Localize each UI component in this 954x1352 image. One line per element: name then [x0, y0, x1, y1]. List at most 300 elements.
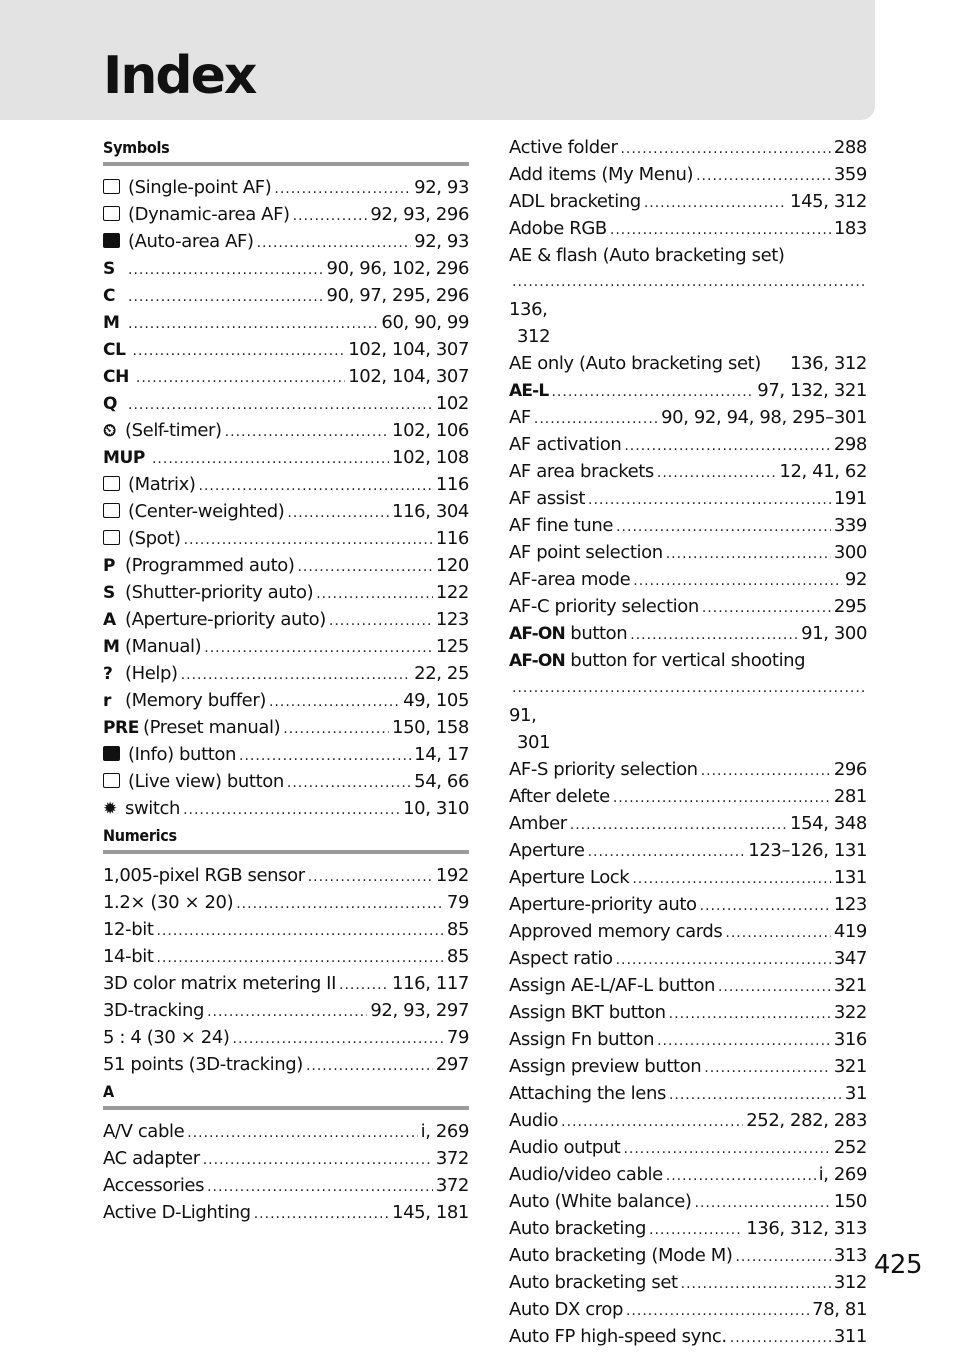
entry-pages: 339	[833, 515, 867, 536]
entry-term: (Live view) button	[103, 768, 284, 795]
dot-leader	[329, 608, 433, 635]
index-entry	[103, 741, 469, 768]
entry-term: AC adapter	[103, 1148, 200, 1169]
entry-term: AF point selection	[509, 542, 663, 563]
index-entry	[103, 552, 469, 579]
index-entry	[103, 228, 469, 255]
entry-term	[509, 377, 548, 405]
index-entry	[103, 336, 469, 363]
index-entry	[103, 174, 469, 201]
entry-pages: 359	[833, 164, 867, 185]
symbols-list	[103, 174, 469, 822]
index-entry	[509, 350, 867, 377]
dot-leader	[704, 1055, 831, 1082]
dot-leader	[657, 1028, 831, 1055]
index-entry	[103, 660, 469, 687]
page-number: 425	[873, 1250, 922, 1280]
dot-leader	[339, 972, 389, 999]
entry-term: A (Aperture-priority auto)	[103, 606, 326, 634]
index-entry	[509, 1026, 867, 1053]
index-entry	[509, 891, 867, 918]
self-timer-icon: ⏲	[103, 421, 116, 441]
dot-leader	[725, 920, 830, 947]
dynamic-area-af-icon	[103, 206, 120, 221]
index-entry	[509, 512, 867, 539]
entry-term: Aperture	[509, 840, 585, 861]
entry-term: r (Memory buffer)	[103, 687, 266, 715]
dot-leader	[257, 230, 412, 257]
index-entry	[103, 471, 469, 498]
entry-pages: 97, 132, 321	[757, 380, 867, 401]
entry-pages: 296	[833, 759, 867, 780]
dot-leader	[306, 1053, 433, 1080]
spot-metering-icon	[103, 530, 120, 545]
entry-term	[103, 309, 125, 337]
dot-leader	[633, 568, 842, 595]
dot-leader	[239, 743, 411, 770]
dot-leader	[128, 284, 324, 311]
dot-leader	[316, 581, 433, 608]
dot-leader	[657, 460, 776, 487]
entry-pages: 136,	[509, 299, 548, 320]
entry-term: 1.2× (30 × 20)	[103, 892, 234, 913]
entry-pages: 120	[435, 555, 469, 576]
entry-term: AF-ON button for vertical shooting	[509, 650, 806, 671]
index-entry	[103, 1118, 469, 1145]
entry-pages: 131	[833, 867, 867, 888]
index-entry	[103, 579, 469, 606]
dot-leader	[283, 716, 389, 743]
entry-pages: 321	[833, 975, 867, 996]
dot-leader	[730, 1325, 831, 1352]
entry-term: 5 : 4 (30 × 24)	[103, 1027, 230, 1048]
index-entry	[103, 525, 469, 552]
dot-leader	[199, 473, 433, 500]
entry-pages: 92, 93, 297	[370, 1000, 469, 1021]
entry-term	[103, 336, 130, 364]
entry-term: Assign AE-L/AF-L button	[509, 975, 715, 996]
entry-term: AF fine tune	[509, 515, 614, 536]
dot-leader	[236, 891, 444, 918]
dot-leader	[666, 541, 831, 568]
entry-term: (Spot)	[103, 525, 181, 552]
entry-term: 12-bit	[103, 919, 154, 940]
index-entry	[103, 1051, 469, 1078]
entry-pages: 313	[833, 1245, 867, 1266]
entry-pages: 85	[446, 946, 469, 967]
index-entry	[509, 837, 867, 864]
entry-pages: 102, 108	[392, 447, 469, 468]
index-header	[0, 0, 875, 120]
index-entry	[509, 864, 867, 891]
entry-term: Aperture-priority auto	[509, 894, 697, 915]
dot-leader	[644, 190, 787, 217]
entry-pages: 79	[446, 1027, 469, 1048]
entry-pages: 60, 90, 99	[381, 312, 469, 333]
matrix-metering-icon	[103, 476, 120, 491]
index-entry	[103, 1024, 469, 1051]
section-divider	[103, 162, 469, 166]
entry-pages: 90, 92, 94, 98, 295–301	[661, 407, 867, 428]
entry-term: 51 points (3D-tracking)	[103, 1054, 303, 1075]
dot-leader	[156, 918, 443, 945]
index-entry	[103, 606, 469, 633]
entry-term: Audio output	[509, 1137, 621, 1158]
entry-term-abbr: AE-L	[509, 381, 549, 401]
dot-leader	[512, 269, 864, 296]
dot-leader	[623, 1136, 830, 1163]
entry-term: Active D-Lighting	[103, 1202, 251, 1223]
mirror-up-icon: MUP	[103, 448, 145, 468]
index-entry	[509, 188, 867, 215]
index-entry	[509, 1080, 867, 1107]
index-entry	[103, 1145, 469, 1172]
entry-pages: 12, 41, 62	[779, 461, 867, 482]
entry-pages: 145, 312	[790, 191, 867, 212]
entry-pages: 91,	[509, 705, 537, 726]
ch-mode-icon: CH	[103, 367, 129, 387]
entry-term	[103, 390, 125, 418]
section-divider	[103, 850, 469, 854]
entry-term: Accessories	[103, 1175, 205, 1196]
index-entry	[509, 1161, 867, 1188]
help-icon: ?	[103, 664, 113, 684]
index-entry	[509, 404, 867, 431]
dot-leader	[207, 1174, 433, 1201]
dot-leader	[696, 163, 831, 190]
dot-leader	[156, 945, 443, 972]
entry-term: Auto bracketing set	[509, 1272, 678, 1293]
entry-pages: 150	[833, 1191, 867, 1212]
dot-leader	[735, 1244, 830, 1271]
index-entry	[103, 498, 469, 525]
index-entry	[509, 783, 867, 810]
entry-pages: 92, 93	[414, 177, 469, 198]
left-column	[103, 134, 469, 1226]
index-entry	[103, 633, 469, 660]
entry-term: M (Manual)	[103, 633, 201, 661]
entry-pages: 125	[435, 636, 469, 657]
entry-term: 14-bit	[103, 946, 154, 967]
entry-term: Auto (White balance)	[509, 1191, 692, 1212]
entry-term: Aperture Lock	[509, 867, 630, 888]
entry-pages: 347	[833, 948, 867, 969]
aperture-priority-icon: A	[103, 610, 116, 630]
index-entry	[103, 282, 469, 309]
entry-pages: 79	[446, 892, 469, 913]
entry-pages: 123–126, 131	[748, 840, 867, 861]
index-entry	[509, 810, 867, 837]
entry-term: After delete	[509, 786, 610, 807]
dot-leader	[695, 1190, 831, 1217]
index-entry	[103, 417, 469, 444]
index-entry	[103, 1199, 469, 1226]
index-entry	[509, 1296, 867, 1323]
index-entry	[509, 1215, 867, 1242]
entry-pages: 116	[435, 528, 469, 549]
entry-term: (Info) button	[103, 741, 236, 768]
entry-term: Auto bracketing (Mode M)	[509, 1245, 733, 1266]
entry-term: AF activation	[509, 434, 622, 455]
dot-leader	[233, 1026, 444, 1053]
dot-leader	[702, 595, 831, 622]
dot-leader	[632, 866, 831, 893]
index-entry	[509, 620, 867, 647]
dot-leader	[136, 365, 345, 392]
entry-pages: 150, 158	[392, 717, 469, 738]
index-entries-list	[509, 134, 867, 1350]
dot-leader	[616, 514, 831, 541]
dot-leader	[287, 770, 411, 797]
entry-pages: 191	[833, 488, 867, 509]
index-entry	[509, 1323, 867, 1350]
entry-pages: 321	[833, 1056, 867, 1077]
entry-term: Active folder	[509, 137, 618, 158]
index-entry	[103, 970, 469, 997]
dot-leader	[700, 893, 831, 920]
single-point-af-icon	[103, 179, 120, 194]
dot-leader	[287, 500, 389, 527]
right-column	[509, 134, 867, 1350]
info-button-icon	[103, 746, 120, 761]
entry-pages: i, 269	[420, 1121, 469, 1142]
entry-pages: 31	[844, 1083, 867, 1104]
entry-term: AE only (Auto bracketing set)	[509, 353, 761, 374]
dot-leader	[613, 785, 831, 812]
dot-leader	[669, 1001, 831, 1028]
entry-term: AF area brackets	[509, 461, 654, 482]
section-title-numerics: Numerics	[103, 826, 177, 845]
program-mode-icon: P	[103, 556, 116, 576]
entry-term-abbr: AF-ON	[509, 651, 565, 671]
entry-pages: 295	[833, 596, 867, 617]
entry-pages: 145, 181	[392, 1202, 469, 1223]
index-entry	[509, 458, 867, 485]
entry-pages-continued: 312	[517, 326, 551, 347]
cl-mode-icon: CL	[103, 340, 126, 360]
entry-pages: 311	[833, 1326, 867, 1347]
entry-term: ADL bracketing	[509, 191, 641, 212]
entry-pages: 122	[435, 582, 469, 603]
auto-area-af-icon	[103, 233, 120, 248]
entry-term: Adobe RGB	[509, 218, 607, 239]
index-entry	[103, 916, 469, 943]
index-entry	[103, 768, 469, 795]
entry-term: ? (Help)	[103, 660, 178, 688]
entry-pages: 372	[435, 1175, 469, 1196]
page-title: Index	[103, 46, 256, 106]
index-entry	[509, 1134, 867, 1161]
dot-leader	[269, 689, 400, 716]
dot-leader	[152, 446, 389, 473]
dot-leader	[274, 176, 411, 203]
entry-term: Audio	[509, 1110, 559, 1131]
dot-leader	[616, 947, 831, 974]
dot-leader	[666, 1163, 816, 1190]
index-entry	[509, 593, 867, 620]
entry-term: (Matrix)	[103, 471, 196, 498]
index-entry	[509, 756, 867, 783]
c-mode-icon: C	[103, 286, 116, 306]
entry-pages: 90, 97, 295, 296	[326, 285, 469, 306]
entry-pages: 78, 81	[812, 1299, 867, 1320]
dot-leader	[181, 662, 411, 689]
s-mode-icon: S	[103, 259, 115, 279]
entry-term: A/V cable	[103, 1121, 185, 1142]
entry-term: Amber	[509, 813, 567, 834]
entry-term: Add items (My Menu)	[509, 164, 694, 185]
entry-term: Approved memory cards	[509, 921, 723, 942]
dot-leader	[626, 1298, 809, 1325]
entry-term: AF-ON button	[509, 623, 628, 644]
entry-term: ⏲ (Self-timer)	[103, 417, 222, 445]
entry-term: AF-area mode	[509, 569, 631, 590]
entry-term-abbr: AF-ON	[509, 624, 565, 644]
index-entry	[103, 1172, 469, 1199]
section-divider	[103, 1106, 469, 1110]
entry-term: Aspect ratio	[509, 948, 613, 969]
dot-leader	[588, 839, 746, 866]
entry-pages: 192	[435, 865, 469, 886]
live-view-icon	[103, 773, 120, 788]
m-mode-icon: M	[103, 313, 120, 333]
entry-pages: 102, 106	[392, 420, 469, 441]
index-entry	[509, 918, 867, 945]
index-entry	[509, 647, 867, 756]
index-entry	[103, 997, 469, 1024]
entry-term: 3D-tracking	[103, 1000, 205, 1021]
entry-term: S (Shutter-priority auto)	[103, 579, 313, 607]
entry-pages: 102, 104, 307	[348, 339, 469, 360]
index-entry	[509, 431, 867, 458]
dot-leader	[183, 797, 400, 824]
dot-leader	[669, 1082, 842, 1109]
index-entry	[509, 566, 867, 593]
dot-leader	[561, 1109, 743, 1136]
index-entry	[103, 943, 469, 970]
entry-pages: 54, 66	[414, 771, 469, 792]
dot-leader	[681, 1271, 831, 1298]
entry-pages: 102	[435, 393, 469, 414]
index-entry	[509, 1269, 867, 1296]
entry-term	[103, 255, 125, 283]
dot-leader	[630, 622, 798, 649]
dot-leader	[649, 1217, 743, 1244]
dot-leader	[254, 1201, 389, 1228]
index-entry	[103, 309, 469, 336]
index-entry	[509, 377, 867, 404]
index-entry	[103, 444, 469, 471]
entry-pages: 297	[435, 1054, 469, 1075]
dot-leader	[308, 864, 433, 891]
dot-leader	[203, 1147, 433, 1174]
entry-term: 1,005-pixel RGB sensor	[103, 865, 305, 886]
entry-term: AE & flash (Auto bracketing set)	[509, 245, 785, 266]
entry-term: (Dynamic-area AF)	[103, 201, 290, 228]
dot-leader	[128, 392, 433, 419]
dot-leader	[551, 379, 754, 406]
dot-leader	[293, 203, 368, 230]
entry-pages: 116, 117	[392, 973, 469, 994]
dot-leader	[610, 217, 831, 244]
entry-pages: 136, 312, 313	[746, 1218, 867, 1239]
entry-term: ✹ switch	[103, 795, 180, 823]
dot-leader	[184, 527, 433, 554]
dot-leader	[588, 487, 831, 514]
entry-pages: 49, 105	[403, 690, 469, 711]
entry-pages: 252, 282, 283	[746, 1110, 867, 1131]
entry-term: Auto FP high-speed sync.	[509, 1326, 727, 1347]
index-entry	[509, 134, 867, 161]
entry-term: Assign BKT button	[509, 1002, 666, 1023]
index-entry	[509, 999, 867, 1026]
entry-pages: 322	[833, 1002, 867, 1023]
section-title-symbols: Symbols	[103, 138, 170, 157]
entry-term: (Center-weighted)	[103, 498, 284, 525]
index-entry	[509, 485, 867, 512]
entry-pages: 288	[833, 137, 867, 158]
dot-leader	[225, 419, 389, 446]
index-entry	[509, 1242, 867, 1269]
entry-pages: 372	[435, 1148, 469, 1169]
entry-term: AF	[509, 407, 531, 428]
entry-pages: 22, 25	[414, 663, 469, 684]
index-entry	[103, 390, 469, 417]
dot-leader	[534, 406, 658, 433]
index-entry	[509, 1107, 867, 1134]
entry-pages: 116, 304	[392, 501, 469, 522]
index-entry	[103, 687, 469, 714]
index-entry	[509, 539, 867, 566]
entry-term: PRE (Preset manual)	[103, 714, 280, 742]
entry-term: Auto DX crop	[509, 1299, 623, 1320]
entry-pages: 123	[435, 609, 469, 630]
entry-pages: 252	[833, 1137, 867, 1158]
entry-pages: 14, 17	[414, 744, 469, 765]
index-entry	[103, 862, 469, 889]
entry-term: Attaching the lens	[509, 1083, 666, 1104]
index-entry	[509, 1188, 867, 1215]
index-entry	[509, 242, 867, 350]
entry-term	[103, 444, 149, 472]
dot-leader	[128, 257, 324, 284]
entry-term: (Single-point AF)	[103, 174, 271, 201]
entry-pages: 312	[833, 1272, 867, 1293]
entry-pages: 92, 93	[414, 231, 469, 252]
dot-leader	[512, 675, 864, 702]
entry-pages: 92, 93, 296	[370, 204, 469, 225]
entry-term: Auto bracketing	[509, 1218, 647, 1239]
entry-pages: 316	[833, 1029, 867, 1050]
dot-leader	[207, 999, 367, 1026]
dot-leader	[570, 812, 787, 839]
entry-pages: 123	[833, 894, 867, 915]
center-weighted-icon	[103, 503, 120, 518]
memory-buffer-icon: r	[103, 691, 111, 711]
entry-term	[103, 282, 125, 310]
shutter-priority-icon: S	[103, 583, 115, 603]
entry-pages: 154, 348	[790, 813, 867, 834]
entry-term: 3D color matrix metering II	[103, 973, 336, 994]
entry-pages: 102, 104, 307	[348, 366, 469, 387]
dot-leader	[620, 136, 830, 163]
index-entry	[509, 945, 867, 972]
dot-leader	[128, 311, 378, 338]
index-entry	[103, 201, 469, 228]
entry-pages: 10, 310	[403, 798, 469, 819]
index-entry	[103, 889, 469, 916]
index-entry	[103, 255, 469, 282]
